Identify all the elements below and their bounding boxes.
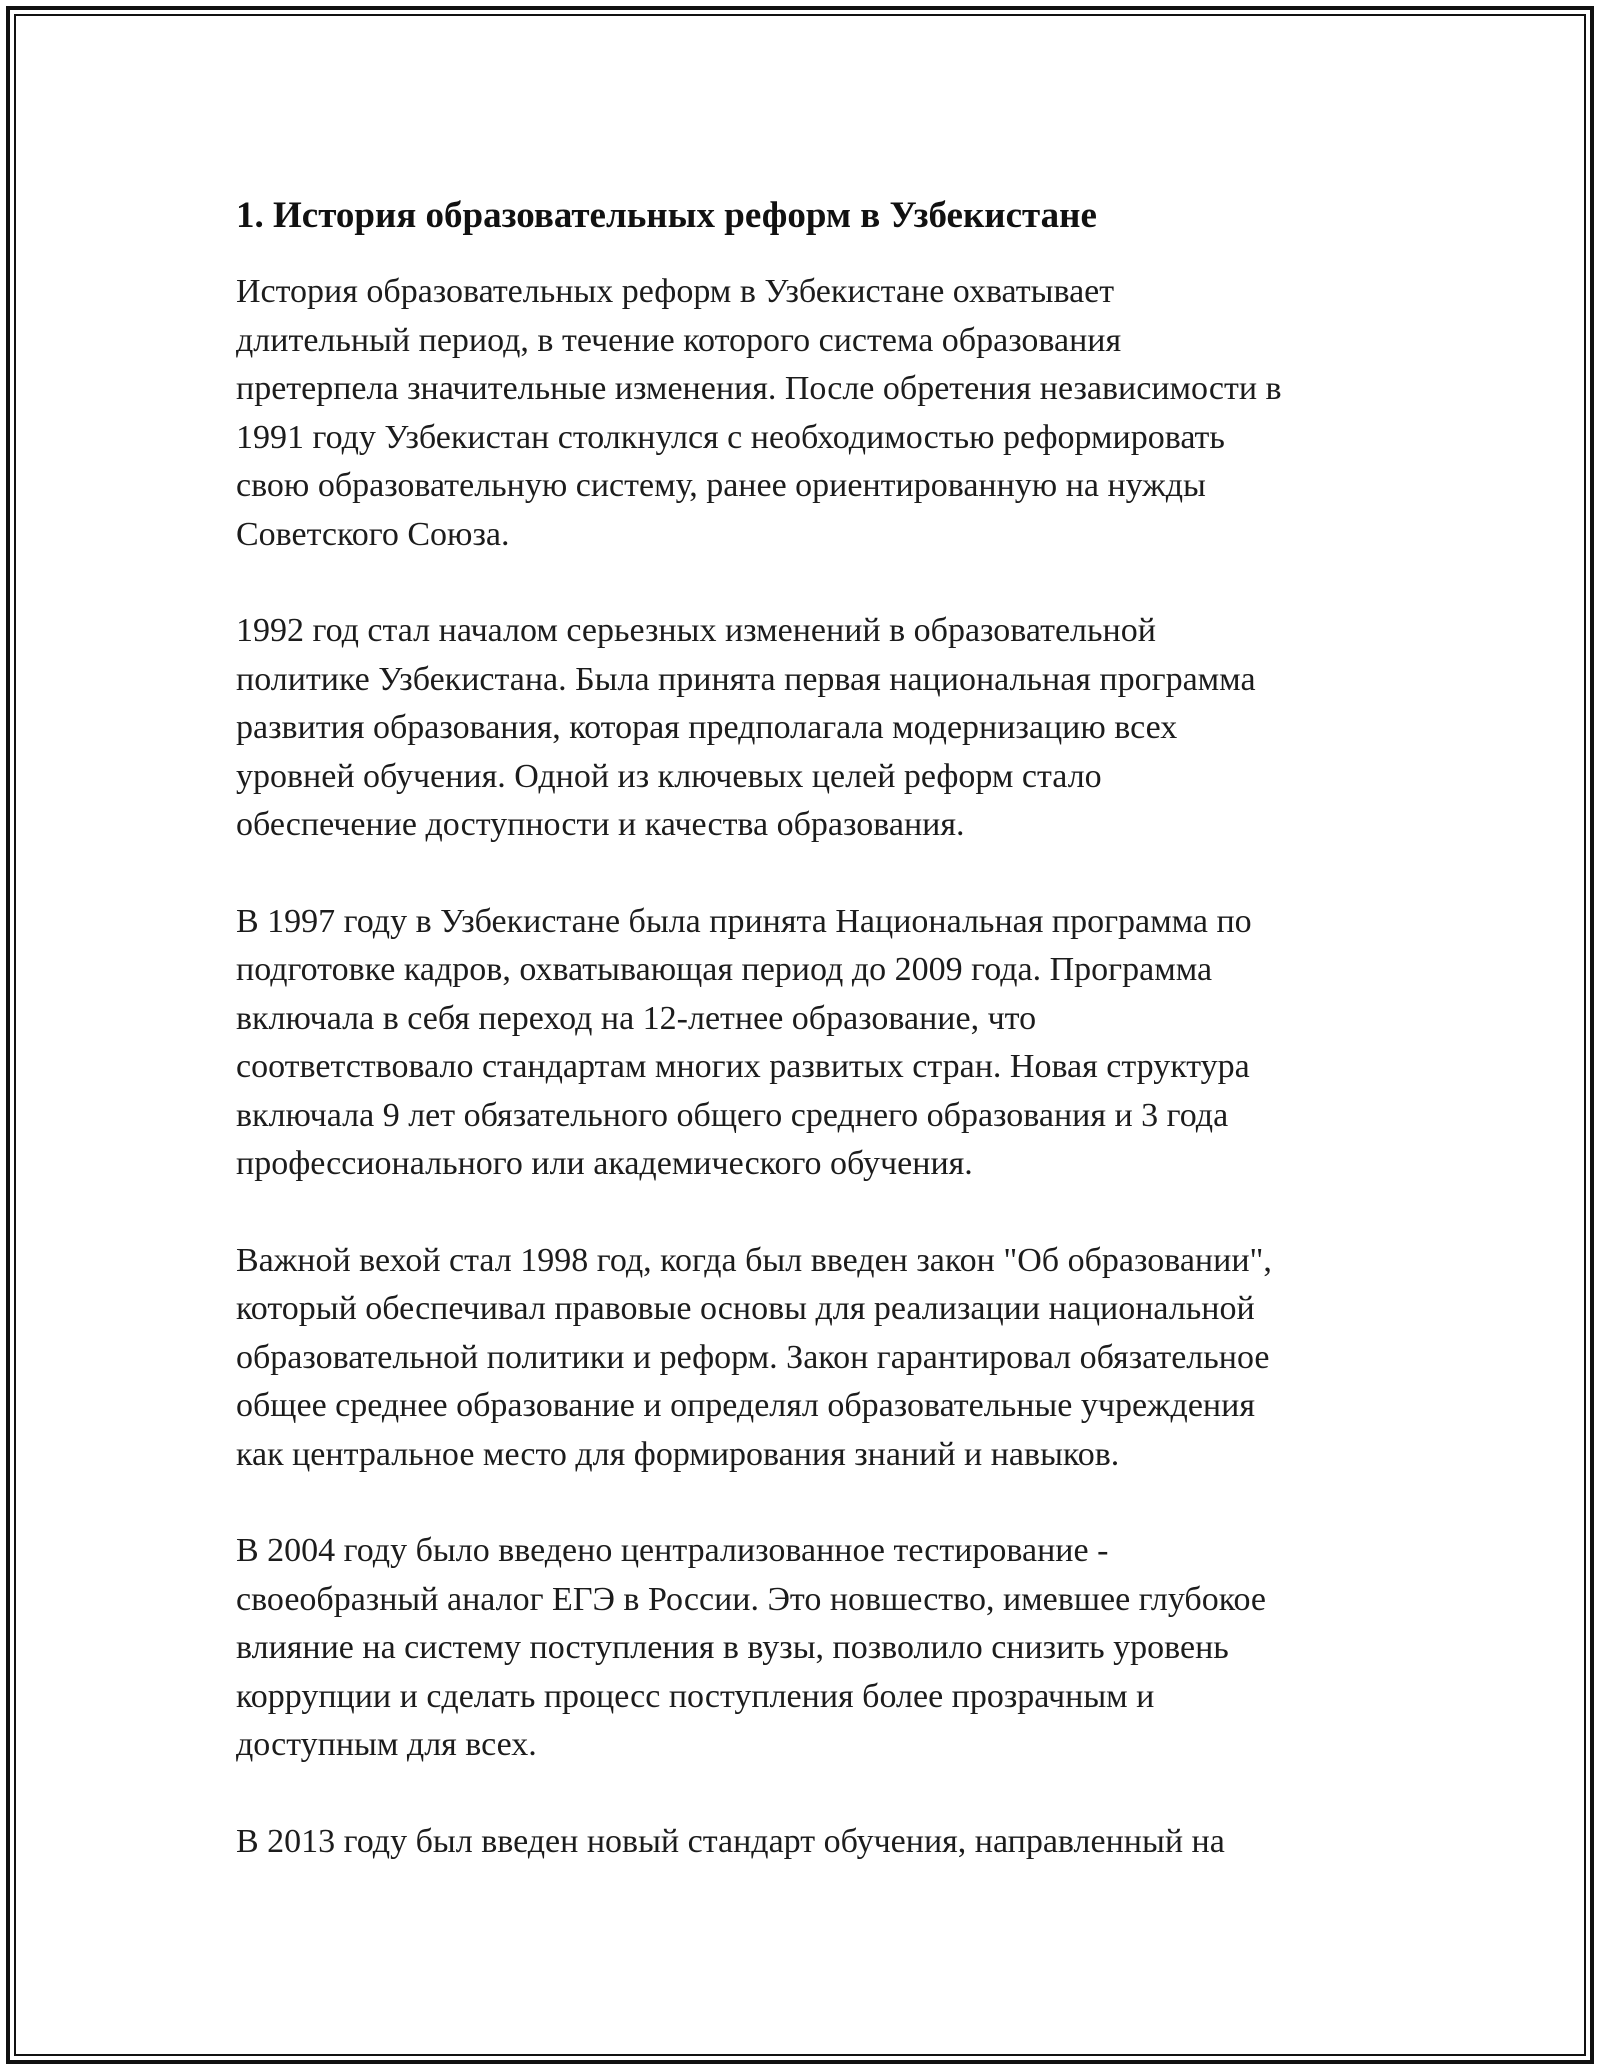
paragraph-line: включала в себя переход на 12-летнее образование, что [236,999,1037,1037]
paragraph-line: претерпела значительные изменения. После обретения независимости в [236,370,1282,407]
paragraph-line: доступным для всех. [236,1726,537,1763]
paragraph-5 [236,1527,1396,1770]
paragraph-line: Советского Союза. [236,515,510,553]
paragraph-1 [236,268,1396,559]
paragraph-line: образовательной политики и реформ. Закон гарантировал обязательное [236,1338,1270,1376]
paragraph-line: как центральное место для формирования знаний и навыков. [236,1435,1120,1473]
paragraph-6 [236,1818,1396,1867]
paragraph-line: обеспечение доступности и качества образования. [236,806,965,843]
paragraph-2 [236,607,1396,850]
paragraph-line: В 2013 году был введен новый стандарт обучения, направленный на [236,1822,1225,1860]
paragraph-line: 1991 году Узбекистан столкнулся с необходимостью реформировать [236,418,1225,456]
paragraph-line: подготовке кадров, охватывающая период до 2009 года. Программа [236,951,1213,988]
paragraph-line: длительный период, в течение которого система образования [236,321,1122,359]
paragraph-line: Важной вехой стал 1998 год, когда был введен закон "Об образовании", [236,1241,1272,1279]
paragraph-line: В 2004 году было введено централизованное тестирование - [236,1532,1109,1569]
paragraph-line: коррупции и сделать процесс поступления более прозрачным и [236,1677,1155,1715]
document-body [236,186,1396,1914]
paragraph-line: уровней обучения. Одной из ключевых целей реформ стало [236,757,1102,795]
paragraph-3 [236,898,1396,1189]
paragraph-line: свою образовательную систему, ранее ориентированную на нужды [236,467,1206,504]
paragraph-line: политике Узбекистана. Была принята первая национальная программа [236,660,1256,698]
paragraph-line: который обеспечивал правовые основы для реализации национальной [236,1290,1255,1327]
paragraph-line: соответствовало стандартам многих развитых стран. Новая структура [236,1048,1250,1085]
paragraph-4 [236,1237,1396,1480]
paragraph-line: влияние на систему поступления в вузы, позволило снизить уровень [236,1629,1229,1666]
paragraph-line: общее среднее образование и определял образовательные учреждения [236,1387,1255,1424]
paragraph-line: 1992 год стал началом серьезных изменений в образовательной [236,612,1156,649]
paragraph-line: своеобразный аналог ЕГЭ в России. Это новшество, имевшее глубокое [236,1580,1267,1618]
paragraph-line: профессионального или академического обучения. [236,1145,973,1182]
paragraph-line: История образовательных реформ в Узбекистане охватывает [236,273,1115,310]
paragraph-line: включала 9 лет обязательного общего среднего образования и 3 года [236,1096,1229,1134]
paragraph-line: В 1997 году в Узбекистане была принята Национальная программа по [236,902,1252,940]
section-heading: 1. История образовательных реформ в Узбекистане [236,195,1097,236]
paragraph-line: развития образования, которая предполагала модернизацию всех [236,709,1178,746]
